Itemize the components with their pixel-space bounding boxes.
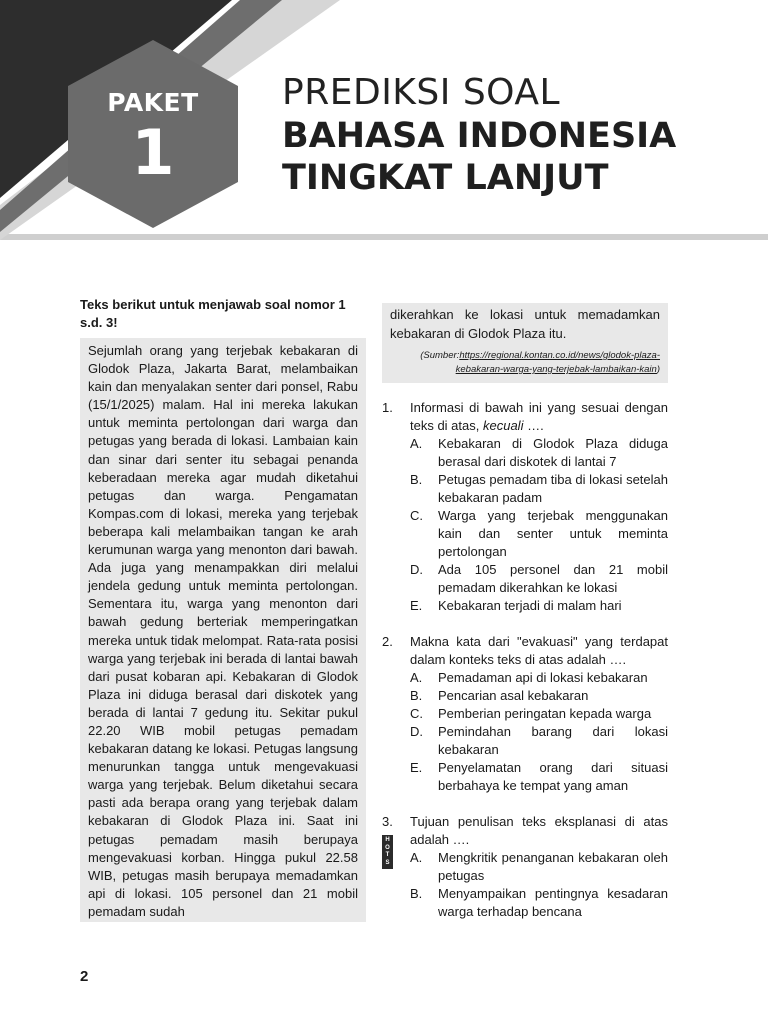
answer-option-a[interactable]: [410, 669, 668, 687]
source-link[interactable]: https://regional.kontan.co.id/news/glodok-plaza-kebakaran-warga-yang-terjebak-lambaikan-kain: [455, 350, 660, 375]
answer-option-a[interactable]: [410, 849, 668, 885]
passage-source: [390, 349, 660, 377]
question-2: [382, 633, 668, 795]
passage-instruction: Teks berikut untuk menjawab soal nomor 1 s.d. 3!: [80, 297, 346, 330]
hots-letter: T: [385, 852, 390, 858]
answer-option-b[interactable]: [410, 885, 668, 921]
question-stem: Makna kata dari "evakuasi" yang terdapat dalam konteks teks di atas adalah ….: [410, 634, 668, 667]
hots-letter: O: [385, 844, 390, 851]
option-letter: B.: [410, 886, 423, 901]
answer-option-a[interactable]: [410, 435, 668, 471]
option-letter: B.: [410, 472, 423, 487]
banner-divider-line: [0, 234, 768, 240]
answer-option-c[interactable]: [410, 705, 668, 723]
source-suffix: ): [656, 364, 660, 375]
answer-option-e[interactable]: [410, 759, 668, 795]
question-number: 3.: [382, 814, 393, 829]
option-text: Mengkritik penanganan kebakaran oleh petugas: [438, 850, 668, 883]
passage-text: Sejumlah orang yang terjebak kebakaran di Glodok Plaza, Jakarta Barat, melambaikan kain dan menyalakan senter dari ponsel, Rabu (15/1/2025) malam. Hal ini mereka lakukan untuk meminta pertolongan dari warga dan petugas yang berada di lokasi. Lambaian kain dan sinar dari senter itu sebagai penanda keberadaan mereka agar mudah diketahui petugas dan warga. Pengamatan Kompas.com di lokasi, mereka yang terjebak beberapa kali melambaikan tangan ke arah kerumunan warga yang menonton dari bawah. Ada juga yang menampakkan diri melalui jendela gedung untuk meminta pertolongan. Sementara itu, warga yang menonton dari bawah gedung berteriak memperingatkan mereka untuk tidak melompat. Rata-rata posisi warga yang terjebak ini berada di lantai bawah dari pusat kobaran api. Kebakaran di Glodok Plaza ini diduga berasal dari diskotek yang berada di lantai 7 gedung itu. Sekitar pukul 22.20 WIB mobil petugas pemadam kebakaran datang ke lokasi. Petugas langsung menurunkan tangga untuk mengevakuasi warga yang terjebak. Belum diketahui secara pasti ada berapa orang yang terjebak dalam kebakaran di Glodok Plaza ini. Saat ini petugas pemadam masih berupaya mengevakuasi korban. Hingga pukul 22.58 WIB, petugas masih berupaya memadamkan api di lokasi. 105 personel dan 21 mobil pemadam sudah: [88, 343, 358, 919]
paket-label: PAKET: [107, 88, 199, 117]
answer-option-b[interactable]: [410, 471, 668, 507]
hots-badge: [382, 835, 393, 869]
answer-option-b[interactable]: [410, 687, 668, 705]
option-text: Petugas pemadam tiba di lokasi setelah kebakaran padam: [438, 472, 668, 505]
option-text: Kebakaran di Glodok Plaza diduga berasal dari diskotek di lantai 7: [438, 436, 668, 469]
title-line-3: TINGKAT LANJUT: [282, 158, 609, 198]
paket-number: 1: [131, 116, 175, 189]
option-text: Pemadaman api di lokasi kebakaran: [438, 670, 648, 685]
source-prefix: (Sumber:: [420, 350, 460, 361]
answer-options: [382, 435, 668, 615]
answer-option-d[interactable]: [410, 723, 668, 759]
passage-continuation-text: dikerahkan ke lokasi untuk memadamkan kebakaran di Glodok Plaza itu.: [390, 307, 660, 341]
option-letter: E.: [410, 760, 423, 775]
title-line-2: BAHASA INDONESIA: [282, 116, 677, 156]
page-number: 2: [80, 968, 89, 985]
passage-box: [80, 338, 366, 922]
option-text: Penyelamatan orang dari situasi berbahaya ke tempat yang aman: [438, 760, 668, 793]
hots-letter: H: [385, 837, 390, 843]
option-letter: B.: [410, 688, 423, 703]
question-stem-text: Informasi di bawah ini yang sesuai dengan teks di atas,: [410, 400, 668, 433]
right-column: [382, 303, 668, 921]
title-line-1: PREDIKSI SOAL: [282, 72, 561, 113]
option-letter: A.: [410, 850, 423, 865]
option-letter: A.: [410, 436, 423, 451]
hots-letter: S: [385, 859, 390, 866]
option-letter: D.: [410, 724, 423, 739]
question-1: [382, 399, 668, 615]
question-number: 2.: [382, 634, 393, 649]
option-text: Ada 105 personel dan 21 mobil pemadam dikerahkan ke lokasi: [438, 562, 668, 595]
option-text: Pemindahan barang dari lokasi kebakaran: [438, 724, 668, 757]
question-stem-end: ….: [523, 418, 544, 433]
option-text: Kebakaran terjadi di malam hari: [438, 598, 622, 613]
option-letter: C.: [410, 508, 423, 523]
passage-continuation-box: [382, 303, 668, 383]
option-letter: E.: [410, 598, 423, 613]
option-text: Menyampaikan pentingnya kesadaran warga terhadap bencana: [438, 886, 668, 919]
answer-option-d[interactable]: [410, 561, 668, 597]
option-text: Pemberian peringatan kepada warga: [438, 706, 652, 721]
option-letter: D.: [410, 562, 423, 577]
question-stem: [410, 399, 668, 435]
option-text: Warga yang terjebak menggunakan kain dan senter untuk meminta pertolongan: [438, 508, 668, 559]
option-text: Pencarian asal kebakaran: [438, 688, 589, 703]
question-stem: Tujuan penulisan teks eksplanasi di atas adalah ….: [410, 814, 668, 847]
question-3: [382, 813, 668, 921]
answer-option-c[interactable]: [410, 507, 668, 561]
question-number: 1.: [382, 400, 393, 415]
option-letter: C.: [410, 706, 423, 721]
question-stem-emphasis: kecuali: [482, 418, 524, 433]
answer-options: [382, 849, 668, 921]
answer-options: [382, 669, 668, 795]
left-column: [80, 296, 366, 922]
answer-option-e[interactable]: [410, 597, 668, 615]
option-letter: A.: [410, 670, 423, 685]
